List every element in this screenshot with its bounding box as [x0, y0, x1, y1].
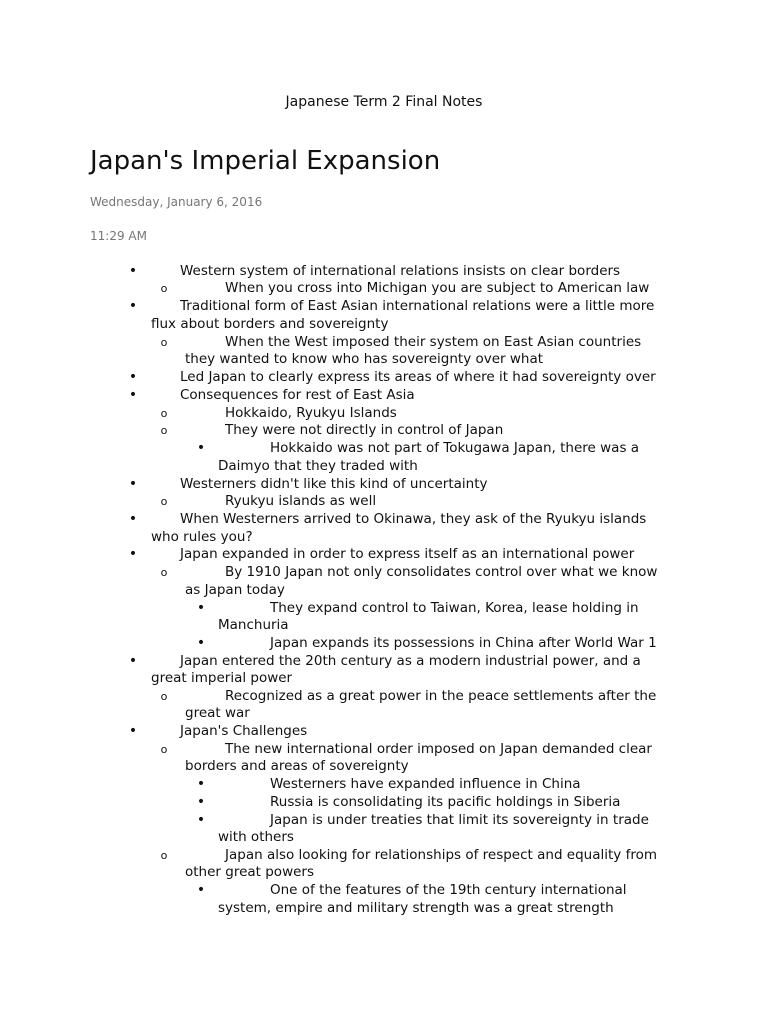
list-item-text: They were not directly in control of Japan — [225, 422, 504, 439]
list-item-text: Western system of international relations insists on clear borders — [180, 262, 621, 279]
list-item — [0, 688, 671, 723]
list-item-text: Japan also looking for relationships of respect and equality from other great powers — [185, 847, 657, 881]
bullet-circle-icon: o — [160, 406, 168, 420]
bullet-circle-icon: o — [160, 335, 168, 349]
list-item — [0, 564, 671, 599]
list-item-text: Recognized as a great power in the peace settlements after the great war — [185, 687, 657, 722]
list-item — [0, 847, 671, 882]
list-item-text: Consequences for rest of East Asia — [180, 386, 415, 403]
list-item — [0, 882, 671, 917]
list-item-text: One of the features of the 19th century international system, empire and military strength was a great strength — [218, 882, 627, 916]
list-item-text: Japan's Challenges — [180, 723, 308, 739]
bullet-disc-icon: • — [196, 793, 206, 810]
list-item-text: Hokkaido was not part of Tokugawa Japan, there was a Daimyo that they traded with — [218, 440, 640, 474]
list-item-text: Ryukyu islands as well — [225, 493, 377, 510]
bullet-disc-icon: • — [128, 546, 138, 563]
bullet-disc-icon: • — [128, 262, 138, 279]
list-item — [0, 794, 671, 811]
list-item-text: Westerners have expanded influence in China — [270, 776, 581, 793]
list-item-text: By 1910 Japan not only consolidates control over what we know as Japan today — [185, 564, 658, 598]
list-item — [0, 298, 671, 333]
bullet-disc-icon: • — [128, 475, 138, 492]
list-item-text: Japan is under treaties that limit its sovereignty in trade with others — [218, 811, 649, 846]
bullet-disc-icon: • — [196, 776, 206, 793]
list-item — [0, 812, 671, 847]
list-item — [0, 405, 671, 422]
list-item — [0, 635, 671, 652]
notes-outline — [0, 262, 768, 917]
list-item-text: The new international order imposed on Japan demanded clear borders and areas of sovereignty — [185, 740, 652, 775]
bullet-disc-icon: • — [128, 723, 138, 739]
list-item-text: Japan expands its possessions in China after World War 1 — [270, 634, 657, 651]
page-date: Wednesday, January 6, 2016 — [90, 195, 263, 209]
list-item — [0, 741, 671, 776]
list-item-text: Japan expanded in order to express itself as an international power — [180, 546, 635, 563]
list-item — [0, 280, 671, 297]
list-item — [0, 600, 671, 635]
page-time: 11:29 AM — [90, 229, 147, 243]
bullet-disc-icon: • — [128, 368, 138, 385]
bullet-disc-icon: • — [196, 811, 206, 828]
list-item — [0, 511, 671, 546]
list-item — [0, 263, 671, 280]
bullet-disc-icon: • — [196, 634, 206, 651]
list-item-text: Japan entered the 20th century as a modern industrial power, and a great imperial power — [151, 652, 641, 686]
list-item — [0, 493, 671, 510]
list-item — [0, 653, 671, 688]
list-item — [0, 369, 671, 386]
list-item-text: When you cross into Michigan you are subject to American law — [225, 280, 650, 297]
bullet-circle-icon: o — [160, 566, 168, 580]
bullet-circle-icon: o — [160, 689, 168, 703]
list-item — [0, 422, 671, 439]
list-item-text: When Westerners arrived to Okinawa, they ask of the Ryukyu islands who rules you? — [151, 511, 647, 545]
list-item — [0, 440, 671, 475]
list-item — [0, 387, 671, 404]
bullet-disc-icon: • — [128, 298, 138, 315]
notebook-header-title: Japanese Term 2 Final Notes — [285, 94, 483, 110]
bullet-circle-icon: o — [160, 495, 168, 509]
bullet-circle-icon: o — [160, 424, 168, 438]
bullet-disc-icon: • — [196, 440, 206, 457]
bullet-circle-icon: o — [160, 282, 168, 296]
list-item-text: They expand control to Taiwan, Korea, lease holding in Manchuria — [218, 599, 639, 633]
list-item-text: When the West imposed their system on East Asian countries they wanted to know who has sovereignty over what — [185, 333, 642, 367]
bullet-disc-icon: • — [196, 882, 206, 899]
bullet-circle-icon: o — [160, 849, 168, 863]
bullet-disc-icon: • — [196, 599, 206, 616]
bullet-disc-icon: • — [128, 386, 138, 403]
list-item-text: Hokkaido, Ryukyu Islands — [225, 404, 397, 421]
list-item-text: Westerners didn't like this kind of uncertainty — [180, 475, 488, 492]
list-item-text: Russia is consolidating its pacific holdings in Siberia — [270, 793, 621, 810]
list-item — [0, 546, 671, 563]
list-item — [0, 334, 671, 369]
bullet-circle-icon: o — [160, 742, 168, 756]
list-item — [0, 476, 671, 493]
list-item — [0, 776, 671, 793]
list-item-text: Led Japan to clearly express its areas of where it had sovereignty over — [180, 368, 656, 385]
bullet-disc-icon: • — [128, 511, 138, 528]
list-item-text: Traditional form of East Asian international relations were a little more flux about borders and sovereignty — [151, 298, 655, 332]
bullet-disc-icon: • — [128, 652, 138, 669]
list-item — [0, 723, 671, 740]
page-title: Japan's Imperial Expansion — [90, 146, 441, 176]
